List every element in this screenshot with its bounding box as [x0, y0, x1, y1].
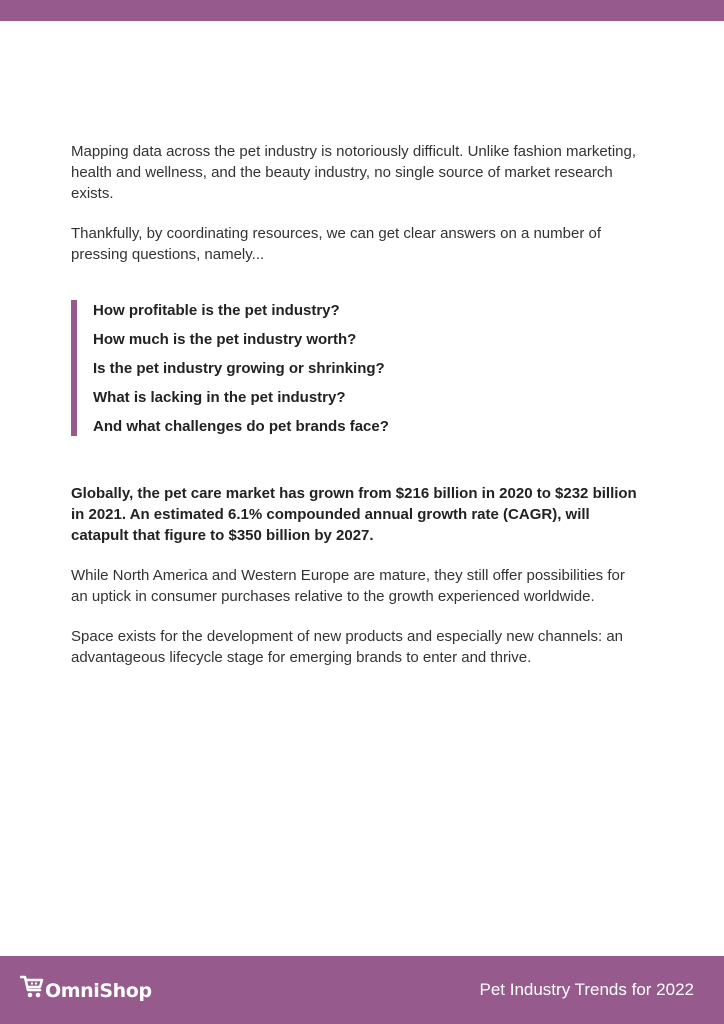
intro-paragraph-1: Mapping data across the pet industry is notoriously difficult. Unlike fashion marketing, health and wellness, and the beauty industry, no single source of market research exists. — [71, 143, 637, 202]
question-item: How profitable is the pet industry? — [93, 302, 340, 319]
market-paragraph-1: While North America and Western Europe are mature, they still offer possibilities for an uptick in consumer purchases relative to the growth experienced worldwide. — [71, 567, 625, 605]
shopping-cart-paw-icon — [20, 974, 44, 1002]
question-item: How much is the pet industry worth? — [93, 331, 357, 348]
footer-document-title: Pet Industry Trends for 2022 — [479, 980, 694, 999]
logo-wordmark: OmniShop — [45, 980, 152, 1002]
intro-paragraph-2: Thankfully, by coordinating resources, we can get clear answers on a number of pressing questions, namely... — [71, 225, 601, 263]
question-item: And what challenges do pet brands face? — [93, 418, 389, 435]
question-item: Is the pet industry growing or shrinking? — [93, 360, 385, 377]
page-content — [71, 141, 643, 668]
questions-callout — [71, 300, 643, 436]
question-item: What is lacking in the pet industry? — [93, 389, 346, 406]
omnishop-logo — [20, 974, 152, 1002]
market-paragraph-2: Space exists for the development of new products and especially new channels: an advantageous lifecycle stage for emerging brands to enter and thrive. — [71, 628, 623, 666]
top-color-bar — [0, 0, 724, 21]
footer-bar — [0, 956, 724, 1024]
market-highlight: Globally, the pet care market has grown from $216 billion in 2020 to $232 billion in 2021. An estimated 6.1% compounded annual growth rate (CAGR), will catapult that figure to $350 billion by 2027. — [71, 485, 637, 544]
